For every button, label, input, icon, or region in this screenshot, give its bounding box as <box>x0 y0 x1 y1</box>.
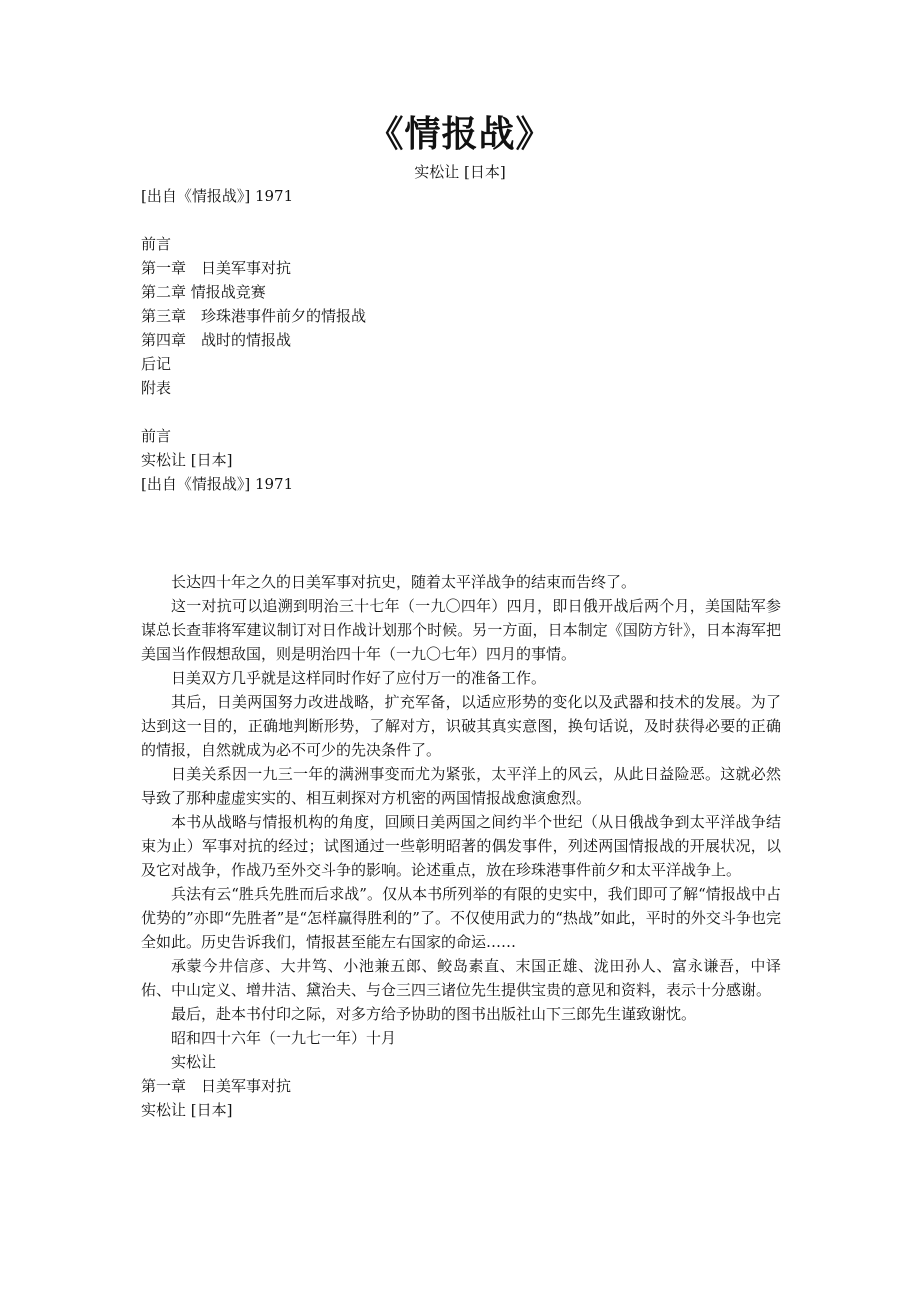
preface-paragraph: 本书从战略与情报机构的角度，回顾日美两国之间约半个世纪（从日俄战争到太平洋战争结束为止）军事对抗的经过；试图通过一些彰明昭著的偶发事件，列述两国情报战的开展状况，以及它对战争，作战乃至外交斗争的影响。论述重点，放在珍珠港事件前夕和太平洋战争上。 <box>141 813 781 879</box>
toc-item-appendix: 附表 <box>141 379 172 397</box>
preface-signature: 实松让 <box>171 1053 217 1071</box>
preface-heading: 前言 <box>141 427 172 445</box>
toc-item-preface: 前言 <box>141 235 172 253</box>
chapter-one-author: 实松让 [日本] <box>141 1101 233 1119</box>
preface-source: [出自《情报战》] 1971 <box>141 475 294 493</box>
toc-item-afterword: 后记 <box>141 355 172 373</box>
preface-paragraph: 日美关系因一九三一年的满洲事变而尤为紧张，太平洋上的风云，从此日益险恶。这就必然导致了那种虚虚实实的、相互刺探对方机密的两国情报战愈演愈烈。 <box>141 765 781 807</box>
preface-paragraph: 日美双方几乎就是这样同时作好了应付万一的准备工作。 <box>171 669 547 687</box>
preface-paragraph: 兵法有云“胜兵先胜而后求战”。仅从本书所列举的有限的史实中，我们即可了解“情报战中占优势的”亦即“先胜者”是“怎样赢得胜利的”了。不仅使用武力的“热战”如此，平时的外交斗争也完全如此。历史告诉我们，情报甚至能左右国家的命运…… <box>141 885 781 951</box>
preface-paragraph: 承蒙今井信彦、大井笃、小池兼五郎、鲛岛素直、末国正雄、泷田孙人、富永谦吾，中译佑、中山定义、增井洁、黛治夫、与仓三四三诸位先生提供宝贵的意见和资料，表示十分感谢。 <box>141 957 781 999</box>
preface-author: 实松让 [日本] <box>141 451 233 469</box>
chapter-one-heading: 第一章 日美军事对抗 <box>141 1077 292 1095</box>
preface-body <box>141 570 781 1122</box>
preface-paragraph: 这一对抗可以追溯到明治三十七年（一九〇四年）四月，即日俄开战后两个月，美国陆军参谋总长查菲将军建议制订对日作战计划那个时候。另一方面，日本制定《国防方针》，日本海军把美国当作假想敌国，则是明治四十年（一九〇七年）四月的事情。 <box>141 597 781 663</box>
preface-date: 昭和四十六年（一九七一年）十月 <box>171 1029 397 1047</box>
toc-item-chapter-4: 第四章 战时的情报战 <box>141 331 292 349</box>
preface-paragraph: 长达四十年之久的日美军事对抗史，随着太平洋战争的结束而告终了。 <box>171 573 637 591</box>
toc-item-chapter-3: 第三章 珍珠港事件前夕的情报战 <box>141 307 367 325</box>
preface-paragraph: 最后，赴本书付印之际，对多方给予协助的图书出版社山下三郎先生谨致谢忱。 <box>171 1005 697 1023</box>
document-source: [出自《情报战》] 1971 <box>141 187 294 205</box>
document-author: 实松让 [日本] <box>414 163 506 181</box>
document-title: 《情报战》 <box>367 113 553 155</box>
toc-item-chapter-2: 第二章 情报战竞赛 <box>141 283 266 301</box>
toc-item-chapter-1: 第一章 日美军事对抗 <box>141 259 292 277</box>
preface-paragraph: 其后，日美两国努力改进战略，扩充军备，以适应形势的变化以及武器和技术的发展。为了达到这一目的，正确地判断形势，了解对方，识破其真实意图，换句话说，及时获得必要的正确的情报，自然就成为必不可少的先决条件了。 <box>141 693 781 759</box>
